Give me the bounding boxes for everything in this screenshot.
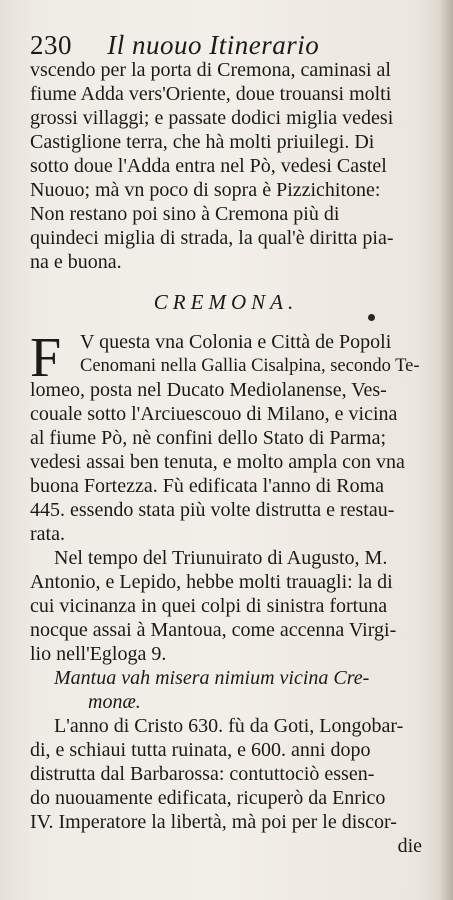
text-line: grossi villaggi; e passate dodici miglia vedesi	[30, 107, 394, 129]
quote-line: monæ.	[88, 691, 141, 713]
text-line: Non restano poi sino à Cremona più di	[30, 203, 340, 225]
text-line: lomeo, posta nel Ducato Mediolanense, Ves-	[30, 379, 387, 401]
page-body	[30, 58, 422, 857]
text-line: fiume Adda vers'Oriente, doue trouansi molti	[30, 83, 392, 105]
text-line: distrutta dal Barbarossa: contuttociò essen-	[30, 763, 375, 785]
text-line: 445. essendo stata più volte distrutta e restau-	[30, 499, 395, 521]
text-line: cui vicinanza in quei colpi di sinistra fortuna	[30, 595, 388, 617]
drop-cap: F	[30, 327, 62, 389]
text-line: vscendo per la porta di Cremona, caminasi al	[30, 59, 391, 81]
quote-line: Mantua vah misera nimium vicina Cre-	[54, 667, 370, 689]
text-line: L'anno di Cristo 630. fù da Goti, Longobar-	[54, 715, 404, 737]
section-title: CREMONA.	[153, 290, 299, 314]
text-line: nocque assai à Mantoua, come accenna Virgi-	[30, 619, 397, 641]
text-line: IV. Imperatore la libertà, mà poi per le discor-	[30, 811, 397, 833]
text-line: Cenomani nella Gallia Cisalpina, secondo Te-	[80, 356, 420, 376]
text-line: na e buona.	[30, 251, 122, 273]
text-line: lio nell'Egloga 9.	[30, 643, 167, 665]
text-line: quindeci miglia di strada, la qual'è diritta pia-	[30, 227, 394, 249]
running-title: Il nuouo Itinerario	[107, 30, 320, 60]
cremona-paragraph-1	[30, 327, 422, 546]
text-line: do nuouamente edificata, ricuperò da Enrico	[30, 787, 386, 809]
text-line: Antonio, e Lepido, hebbe molti trauagli: la di	[30, 571, 393, 593]
text-line: vedesi assai ben tenuta, e molto ampla con vna	[30, 451, 405, 473]
text-line: couale sotto l'Arciuescouo di Milano, e vicina	[30, 403, 398, 425]
cremona-paragraph-3	[30, 714, 422, 834]
catchword: die	[397, 835, 422, 857]
ornament-dot	[368, 314, 375, 321]
text-line: Castiglione terra, che hà molti priuilegi. Di	[30, 131, 375, 153]
virgil-quote	[30, 666, 422, 714]
text-line: V questa vna Colonia e Città de Popoli	[80, 331, 392, 353]
text-line: rata.	[30, 523, 65, 545]
text-line: Nuouo; mà vn poco di sopra è Pizzichitone:	[30, 179, 381, 201]
page-number: 230	[30, 30, 72, 60]
intro-paragraph	[30, 58, 422, 274]
text-line: al fiume Pò, nè confini dello Stato di Parma;	[30, 427, 387, 449]
running-header	[30, 30, 433, 61]
text-line: di, e schiaui tutta ruinata, e 600. anni dopo	[30, 739, 371, 761]
text-line: Nel tempo del Triunuirato di Augusto, M.	[54, 547, 388, 569]
text-line: buona Fortezza. Fù edificata l'anno di Roma	[30, 475, 385, 497]
cremona-paragraph-2	[30, 546, 422, 666]
text-line: sotto doue l'Adda entra nel Pò, vedesi Castel	[30, 155, 387, 177]
